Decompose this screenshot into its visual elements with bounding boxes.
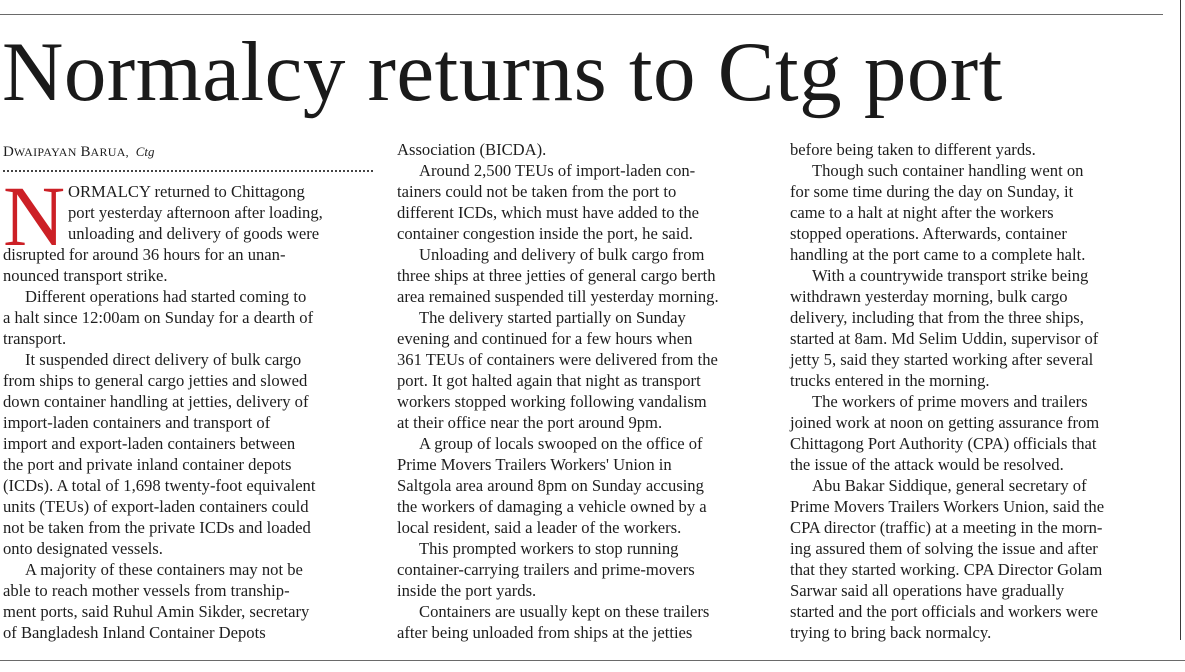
byline-author-last-initial: B <box>80 144 91 160</box>
text-line: inside the port yards. <box>397 581 537 600</box>
byline-location: Ctg <box>135 144 155 159</box>
text-line: delivery, including that from the three ships, <box>790 308 1084 327</box>
byline-author-first-rest: WAIPAYAN <box>13 145 77 159</box>
text-line: units (TEUs) of export-laden containers could <box>3 497 309 516</box>
text-line: down container handling at jetties, delivery of <box>3 392 309 411</box>
text-line: Prime Movers Trailers Workers' Union in <box>397 455 672 474</box>
text-line: container-carrying trailers and prime-movers <box>397 560 695 579</box>
text-line: evening and continued for a few hours when <box>397 329 693 348</box>
text-line: three ships at three jetties of general cargo berth <box>397 266 716 285</box>
text-line: Unloading and delivery of bulk cargo from <box>419 245 705 264</box>
text-line: tainers could not be taken from the port to <box>397 182 677 201</box>
text-line: A group of locals swooped on the office of <box>419 434 703 453</box>
text-line: a halt since 12:00am on Sunday for a dearth of <box>3 308 314 327</box>
text-line: the port and private inland container depots <box>3 455 292 474</box>
text-line: Though such container handling went on <box>812 161 1084 180</box>
text-line: (ICDs). A total of 1,698 twenty-foot equivalent <box>3 476 316 495</box>
byline-author-last-rest: ARUA, <box>90 145 129 159</box>
text-line: ORMALCY returned to Chittagong <box>68 182 305 201</box>
text-line: area remained suspended till yesterday morning. <box>397 287 719 306</box>
text-line: transport. <box>3 329 67 348</box>
text-line: This prompted workers to stop running <box>419 539 679 558</box>
text-line: 361 TEUs of containers were delivered from the <box>397 350 718 369</box>
text-line: after being unloaded from ships at the jetties <box>397 623 693 642</box>
text-line: different ICDs, which must have added to the <box>397 203 699 222</box>
text-line: jetty 5, said they started working after several <box>790 350 1094 369</box>
text-line: before being taken to different yards. <box>790 140 1036 159</box>
text-line: local resident, said a leader of the workers. <box>397 518 682 537</box>
text-line: Around 2,500 TEUs of import-laden con- <box>419 161 696 180</box>
text-line: workers stopped working following vandalism <box>397 392 707 411</box>
text-line: Chittagong Port Authority (CPA) officials that <box>790 434 1097 453</box>
text-line: With a countrywide transport strike being <box>812 266 1089 285</box>
text-line: handling at the port came to a complete halt. <box>790 245 1086 264</box>
text-line: onto designated vessels. <box>3 539 163 558</box>
drop-cap-letter: N <box>3 168 66 264</box>
text-line: import-laden containers and transport of <box>3 413 271 432</box>
text-line: The workers of prime movers and trailers <box>812 392 1088 411</box>
text-line: not be taken from the private ICDs and loaded <box>3 518 311 537</box>
text-line: Saltgola area around 8pm on Sunday accusing <box>397 476 704 495</box>
article-column-3 <box>790 139 1165 643</box>
text-line: came to a halt at night after the workers <box>790 203 1054 222</box>
text-line: of Bangladesh Inland Container Depots <box>3 623 266 642</box>
text-line: started and the port officials and workers were <box>790 602 1098 621</box>
text-line: nounced transport strike. <box>3 266 168 285</box>
text-line: A majority of these containers may not be <box>25 560 303 579</box>
text-line: started at 8am. Md Selim Uddin, supervisor of <box>790 329 1099 348</box>
text-line: withdrawn yesterday morning, bulk cargo <box>790 287 1068 306</box>
text-line: port. It got halted again that night as transport <box>397 371 701 390</box>
top-rule <box>0 14 1163 15</box>
article-column-1 <box>3 181 379 643</box>
text-line: Abu Bakar Siddique, general secretary of <box>812 476 1087 495</box>
text-line: Sarwar said all operations have gradually <box>790 581 1065 600</box>
text-line: the issue of the attack would be resolved. <box>790 455 1064 474</box>
bottom-rule <box>0 660 1185 661</box>
text-line: the workers of damaging a vehicle owned by a <box>397 497 707 516</box>
text-line: unloading and delivery of goods were <box>68 224 320 243</box>
text-line: trying to bring back normalcy. <box>790 623 992 642</box>
text-line: It suspended direct delivery of bulk cargo <box>25 350 302 369</box>
text-line: joined work at noon on getting assurance from <box>790 413 1100 432</box>
text-line: container congestion inside the port, he said. <box>397 224 693 243</box>
text-line: The delivery started partially on Sunday <box>419 308 686 327</box>
text-line: trucks entered in the morning. <box>790 371 990 390</box>
text-line: stopped operations. Afterwards, container <box>790 224 1067 243</box>
text-line: from ships to general cargo jetties and slowed <box>3 371 308 390</box>
text-line: CPA director (traffic) at a meeting in the morn- <box>790 518 1103 537</box>
right-column-border <box>1180 0 1181 640</box>
text-line: port yesterday afternoon after loading, <box>68 203 323 222</box>
text-line: Prime Movers Trailers Workers Union, said the <box>790 497 1105 516</box>
text-line: Different operations had started coming to <box>25 287 307 306</box>
text-line: for some time during the day on Sunday, it <box>790 182 1074 201</box>
text-line: ing assured them of solving the issue and after <box>790 539 1098 558</box>
text-line: able to reach mother vessels from tranship- <box>3 581 290 600</box>
text-line: Containers are usually kept on these trailers <box>419 602 710 621</box>
text-line: import and export-laden containers between <box>3 434 296 453</box>
headline: Normalcy returns to Ctg port <box>2 25 1003 119</box>
text-line: Association (BICDA). <box>397 140 547 159</box>
text-line: ment ports, said Ruhul Amin Sikder, secretary <box>3 602 310 621</box>
byline-author-first-initial: D <box>3 144 14 160</box>
article-column-2 <box>397 139 773 643</box>
text-line: at their office near the port around 9pm. <box>397 413 663 432</box>
text-line: that they started working. CPA Director Golam <box>790 560 1103 579</box>
byline <box>3 143 155 161</box>
text-line: disrupted for around 36 hours for an unan- <box>3 245 286 264</box>
